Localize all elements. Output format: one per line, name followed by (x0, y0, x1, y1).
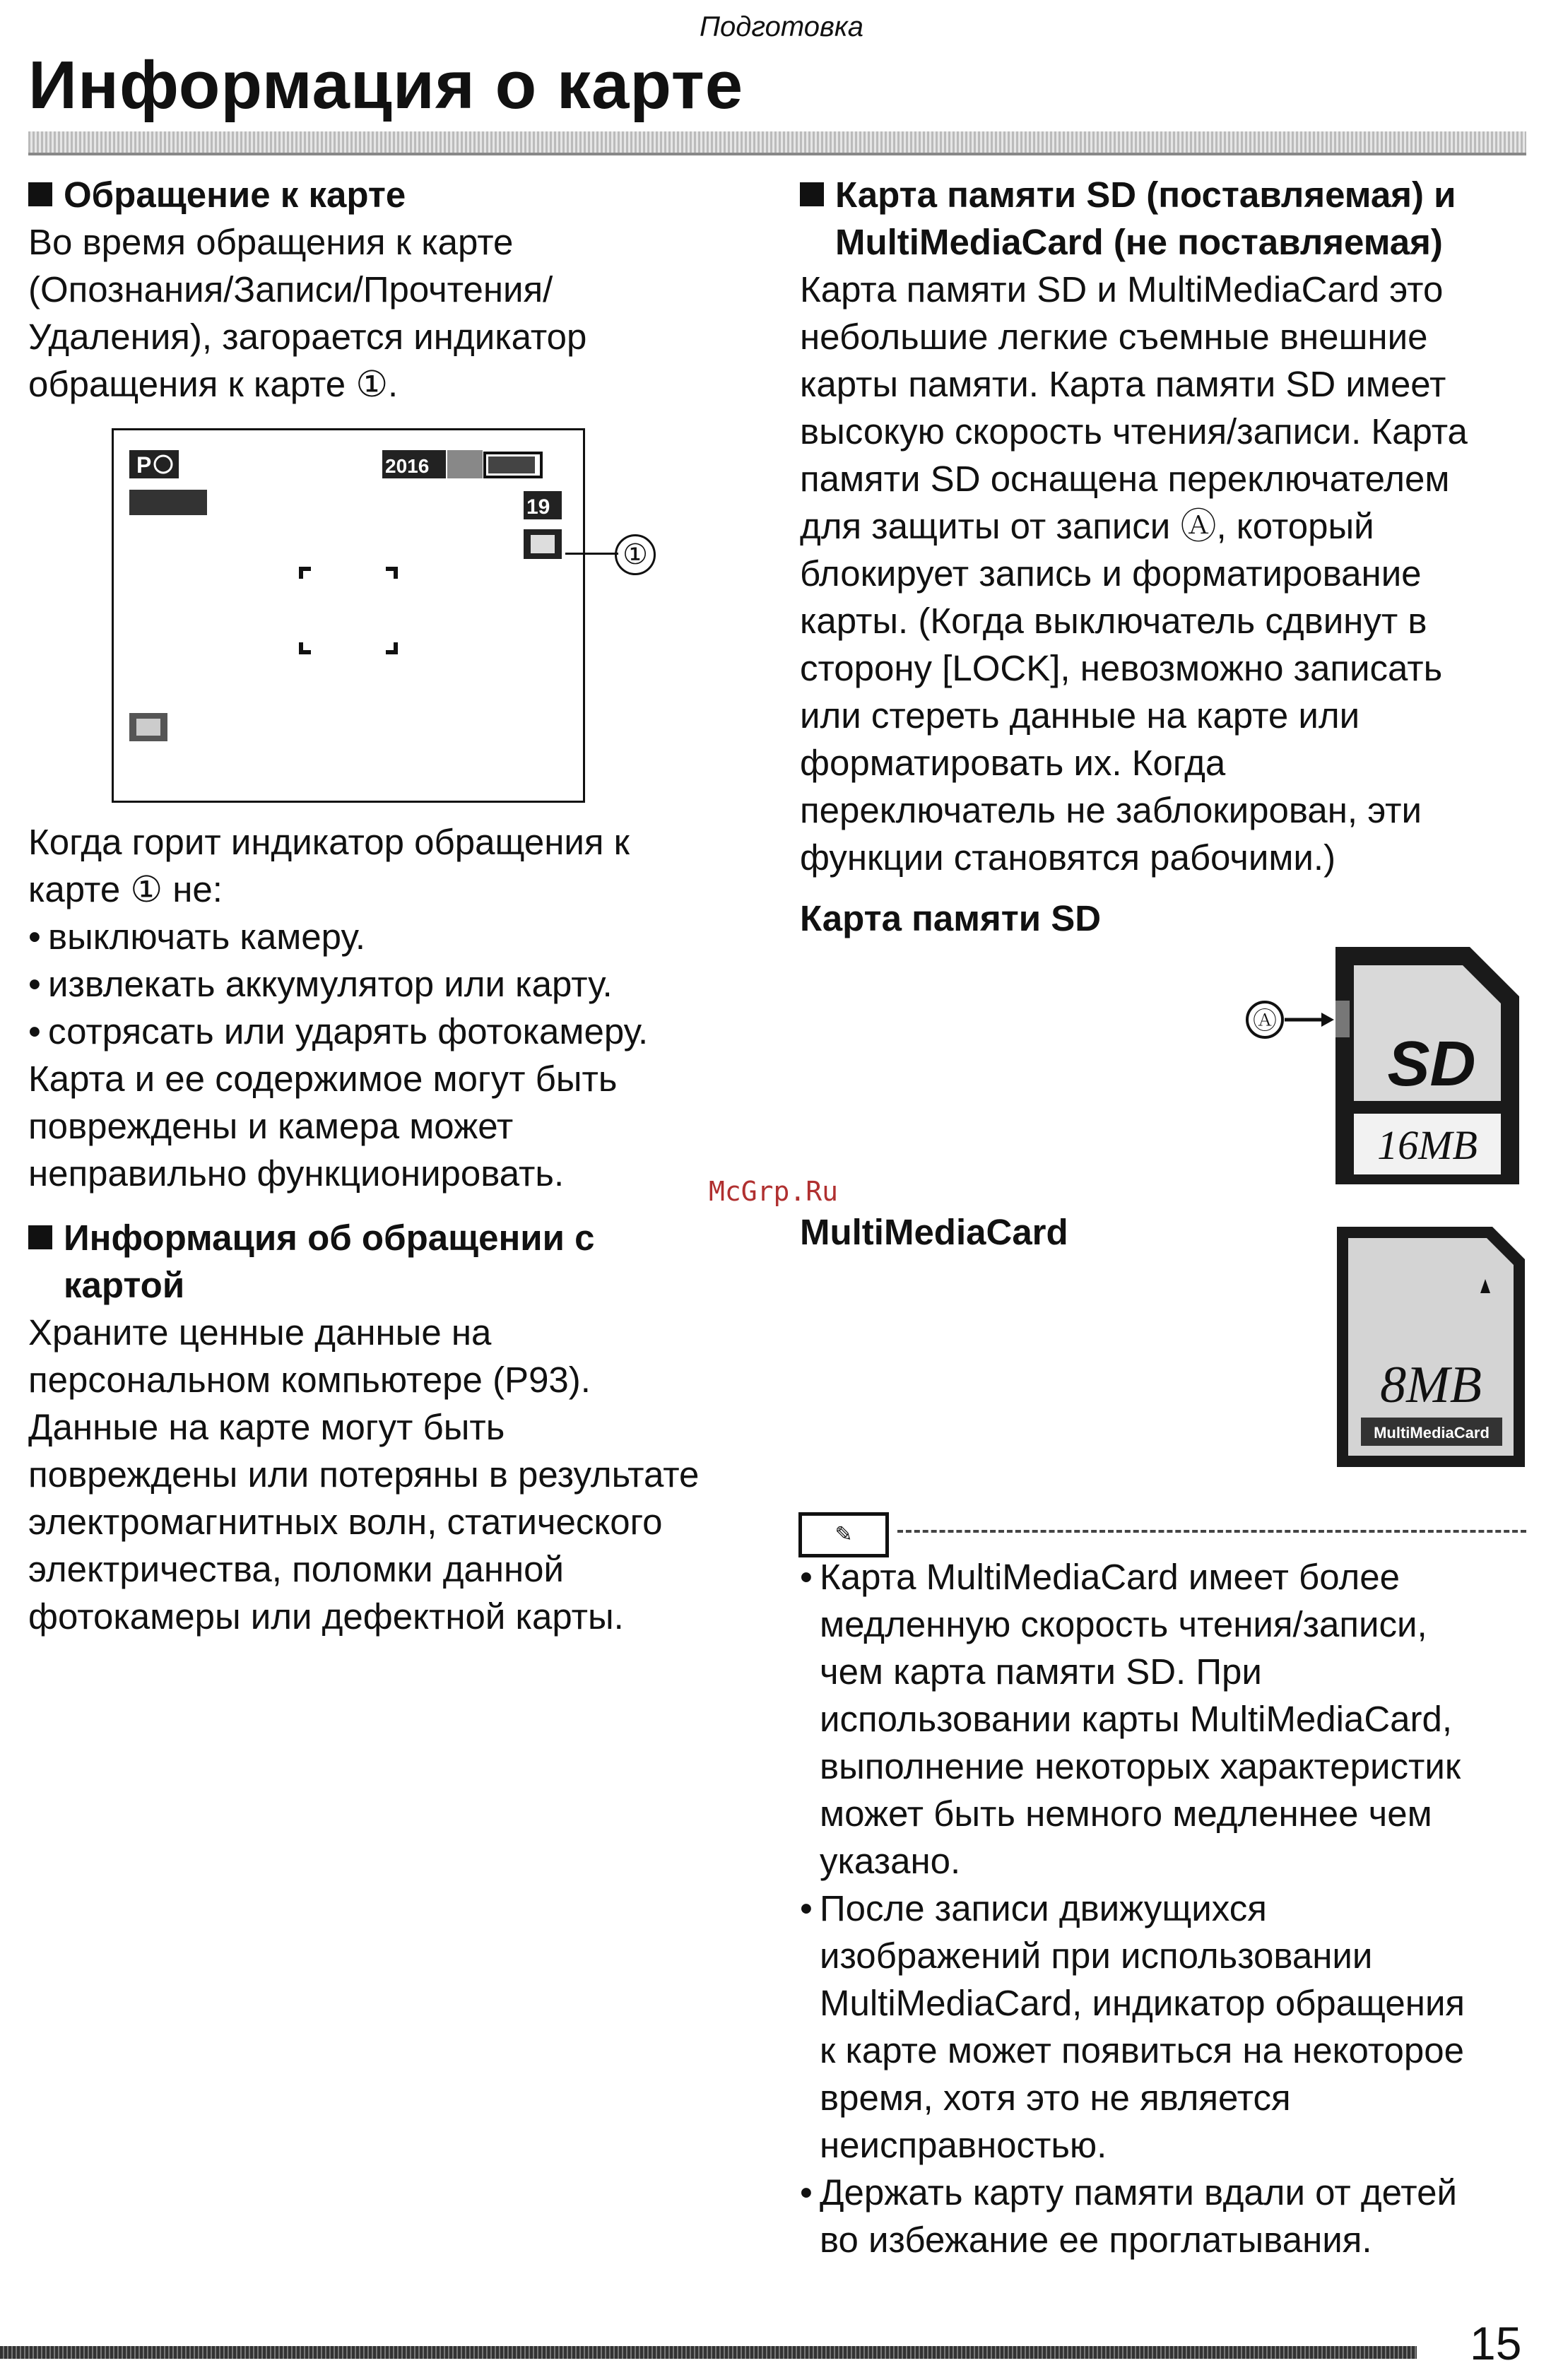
text-line: карте ① не: (28, 869, 223, 909)
text-line: для защиты от записи Ⓐ, который (800, 506, 1374, 546)
text-line: электричества, поломки данной (28, 1549, 565, 1589)
bullet-dot-icon: • (800, 1888, 813, 1928)
shots-count: 19 (526, 495, 550, 519)
card-access-section (28, 171, 756, 408)
list-item: • После записи движущихся изображений при использовании MultiMediaCard, индикатор обращения к карте может появиться на некоторое время, хотя это не является неисправностью. (800, 1885, 1535, 2169)
focus-frame-icon (301, 569, 396, 652)
bullet-dot-icon: • (28, 964, 41, 1004)
memory-cards-heading: Карта памяти SD (поставляемая) и MultiMediaCard (не поставляемая) (800, 171, 1535, 266)
text-line: высокую скорость чтения/записи. Карта (800, 411, 1468, 452)
text-line: сторону [LOCK], невозможно записать (800, 648, 1443, 688)
card-access-heading: Обращение к карте (28, 171, 756, 218)
mode-letter: P (136, 452, 152, 478)
text-line: карты памяти. Карта памяти SD имеет (800, 364, 1446, 404)
mmc-brand: MultiMediaCard (1374, 1424, 1490, 1442)
year-text: 2016 (385, 455, 430, 477)
list-item: • Держать карту памяти вдали от детей во избежание ее проглатывания. (800, 2169, 1535, 2263)
text-line: Когда горит индикатор обращения к (28, 822, 630, 862)
section-label: Подготовка (700, 11, 863, 42)
camera-screen-illustration (112, 428, 585, 803)
text-line: Карта и ее содержимое могут быть (28, 1059, 618, 1099)
text-line: обращения к карте ①. (28, 364, 399, 404)
text-line: (Опознания/Записи/Прочтения/ (28, 269, 553, 310)
memo-divider (897, 1530, 1526, 1533)
memory-cards-section (800, 171, 1535, 881)
title-rule (28, 131, 1526, 155)
handling-heading: Информация об обращении с картой (28, 1214, 756, 1309)
list-item: • извлекать аккумулятор или карту. (28, 960, 756, 1008)
arrow-right-icon (1321, 1013, 1334, 1027)
mmc-card-illustration (1335, 1225, 1526, 1468)
lock-switch-icon (1335, 1001, 1350, 1037)
bullet-dot-icon: • (800, 1557, 813, 1597)
text-line: форматировать их. Когда (800, 743, 1226, 783)
text-line: неправильно функционировать. (28, 1153, 565, 1194)
text-line: карты. (Когда выключатель сдвинут в (800, 601, 1427, 641)
bullet-square-icon (28, 182, 52, 206)
callout-line (565, 553, 618, 555)
watermark: McGrp.Ru (709, 1176, 839, 1207)
text-line: повреждены или потеряны в результате (28, 1454, 700, 1495)
text-line: памяти SD оснащена переключателем (800, 459, 1450, 499)
mmc-label: MultiMediaCard (800, 1212, 1068, 1252)
text-line: блокирует запись и форматирование (800, 553, 1422, 594)
access-warning-section (28, 818, 756, 1197)
list-item: • сотрясать или ударять фотокамеру. (28, 1008, 756, 1055)
text-line: Во время обращения к карте (28, 222, 514, 262)
memo-note-icon: ✎ (798, 1512, 889, 1557)
page-number: 15 (1470, 2317, 1522, 2369)
mmc-capacity: 8MB (1380, 1356, 1482, 1414)
text-line: Данные на карте могут быть (28, 1407, 505, 1447)
text-line: переключатель не заблокирован, эти (800, 790, 1422, 830)
stabilizer-icon (129, 490, 207, 515)
text-line: персональном компьютере (P93). (28, 1360, 591, 1400)
sd-logo: SD (1387, 1029, 1476, 1100)
camera-screen-icons (114, 430, 583, 801)
list-item: • выключать камеру. (28, 913, 756, 960)
lock-switch-callout: Ⓐ (1253, 1008, 1277, 1035)
sd-card-illustration (1229, 944, 1526, 1196)
bullet-dot-icon: • (28, 1011, 41, 1051)
page-title: Информация о карте (28, 47, 744, 123)
bullet-square-icon (28, 1225, 52, 1249)
bullet-square-icon (800, 182, 824, 206)
text-line: функции становятся рабочими.) (800, 837, 1336, 878)
age-icon (447, 450, 483, 478)
notes-section (800, 1553, 1535, 2263)
text-line: фотокамеры или дефектной карты. (28, 1596, 624, 1637)
text-line: Храните ценные данные на (28, 1312, 492, 1353)
list-item: • Карта MultiMediaCard имеет более медленную скорость чтения/записи, чем карта памяти SD. При использовании карты MultiMediaCard, выполнение некоторых характеристик может быть немного медленнее чем указано. (800, 1553, 1535, 1885)
callout-number: ① (615, 534, 656, 575)
sd-capacity: 16MB (1377, 1122, 1478, 1168)
footer-rule (0, 2346, 1417, 2359)
handling-section (28, 1214, 756, 1640)
bullet-dot-icon: • (800, 2172, 813, 2213)
sd-card-label: Карта памяти SD (800, 898, 1102, 938)
text-line: или стереть данные на карте или (800, 695, 1360, 736)
bullet-dot-icon: • (28, 917, 41, 957)
text-line: электромагнитных волн, статического (28, 1502, 663, 1542)
text-line: повреждены и камера может (28, 1106, 514, 1146)
text-line: Карта памяти SD и MultiMediaCard это (800, 269, 1444, 310)
text-line: Удаления), загорается индикатор (28, 317, 587, 357)
text-line: небольшие легкие съемные внешние (800, 317, 1428, 357)
